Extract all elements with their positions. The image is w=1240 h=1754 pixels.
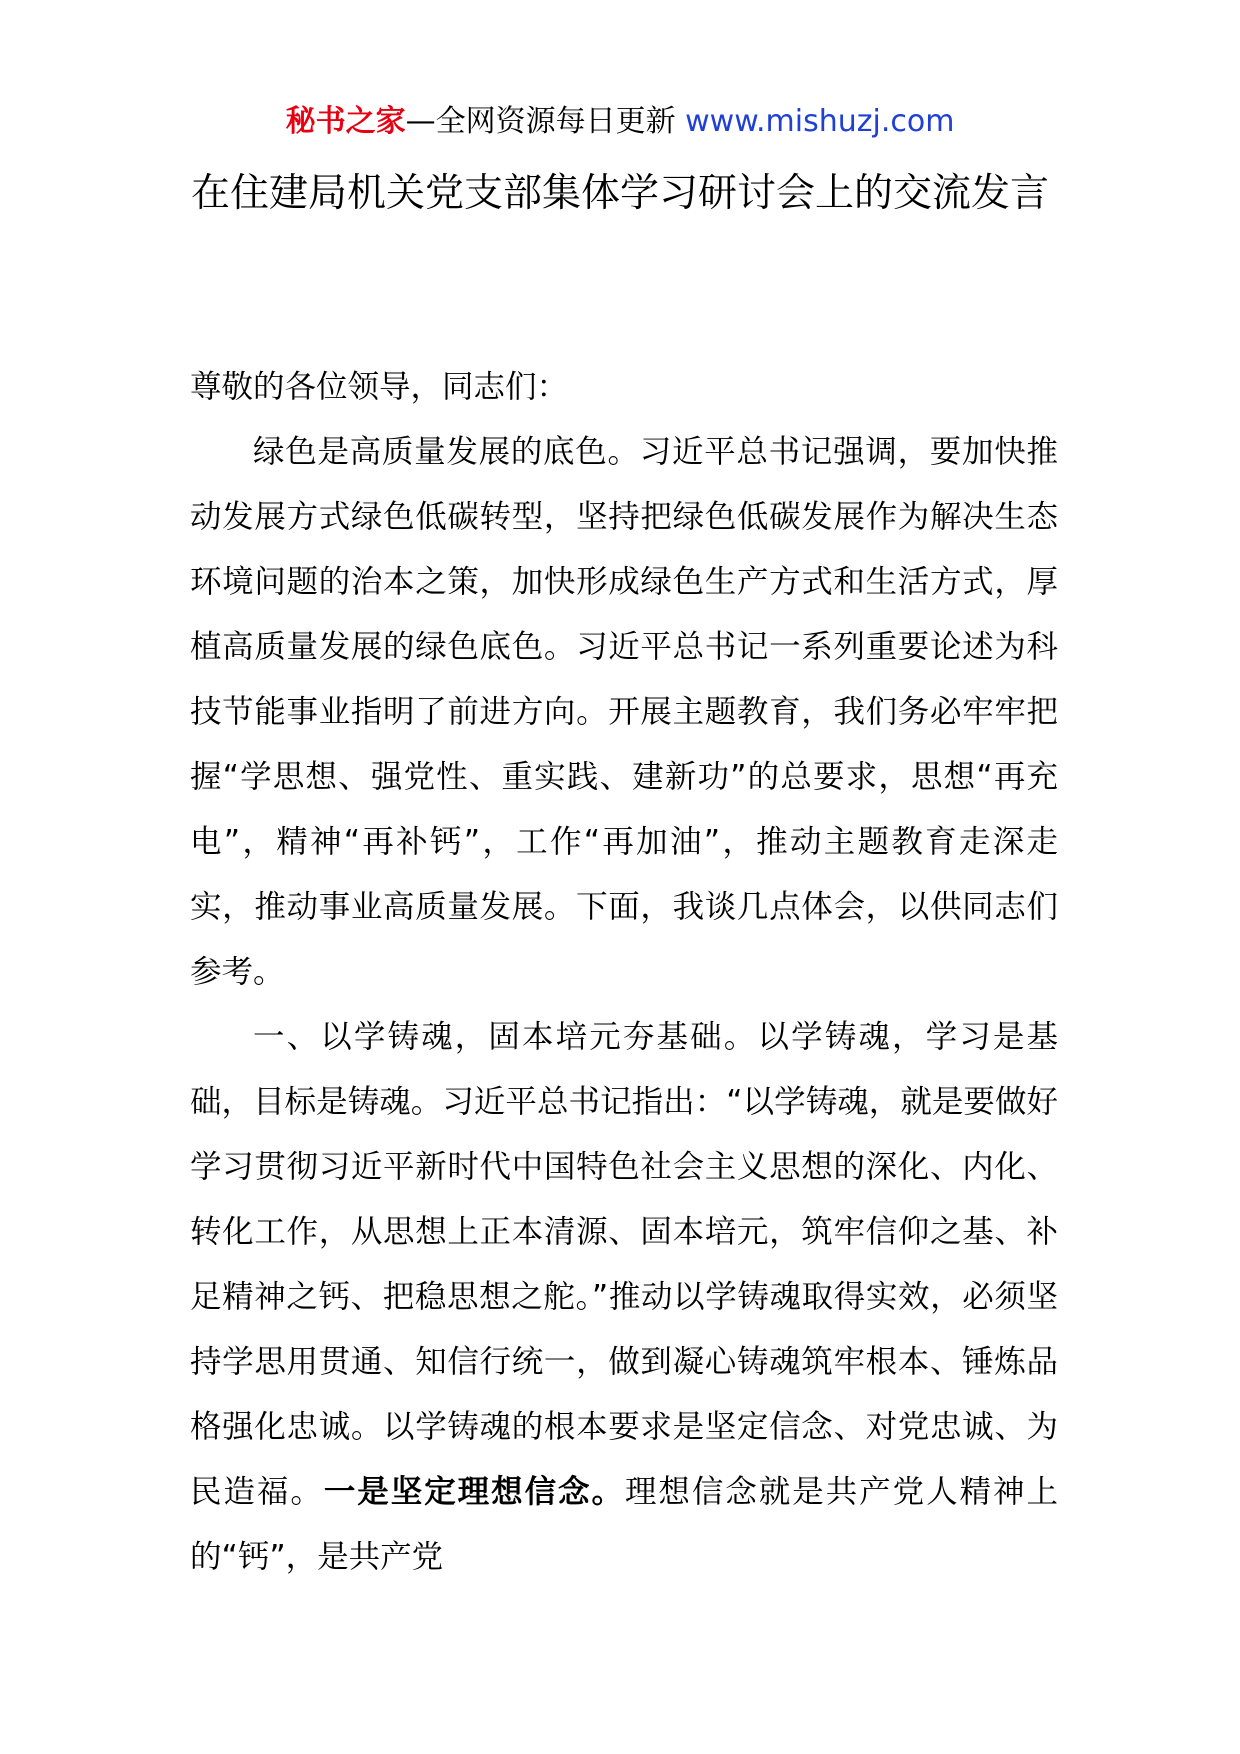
point-heading-bold: 一是坚定理想信念。 <box>323 1474 625 1510</box>
site-header <box>0 100 1240 144</box>
header-tagline: —全网资源每日更新 <box>405 104 686 139</box>
section-heading: 一、以学铸魂，固本培元夯基础。 <box>253 1019 758 1055</box>
document-title: 在住建局机关党支部集体学习研讨会上的交流发言 <box>190 171 1049 216</box>
paragraph-intro: 绿色是高质量发展的底色。习近平总书记强调，要加快推动发展方式绿色低碳转型，坚持把绿色低碳发展作为解决生态环境问题的治本之策，加快形成绿色生产方式和生活方式，厚植高质量发展的绿色底色。习近平总书记一系列重要论述为科技节能事业指明了前进方向。开展主题教育，我们务必牢牢把握“学思想、强党性、重实践、建新功”的总要求，思想“再充电”，精神“再补钙”，工作“再加油”，推动主题教育走深走实，推动事业高质量发展。下面，我谈几点体会，以供同志们参考。 <box>190 434 1058 990</box>
brand-name: 秘书之家 <box>285 104 406 139</box>
document-body <box>190 355 1058 1590</box>
site-url-link[interactable]: www.mishuzj.com <box>685 104 955 139</box>
section-text: 以学铸魂，学习是基础，目标是铸魂。习近平总书记指出：“以学铸魂，就是要做好学习贯彻习近平新时代中国特色社会主义思想的深化、内化、转化工作，从思想上正本清源、固本培元，筑牢信仰之基、补足精神之钙、把稳思想之舵。”推动以学铸魂取得实效，必须坚持学思用贯通、知信行统一，做到凝心铸魂筑牢根本、锤炼品格强化忠诚。以学铸魂的根本要求是坚定信念、对党忠诚、为民造福。 <box>190 1019 1058 1510</box>
paragraph-section-one <box>190 1005 1058 1590</box>
point-text: 理想信念就是共产党人精神上的“钙”，是共产党 <box>190 1474 1058 1575</box>
salutation: 尊敬的各位领导，同志们： <box>190 369 569 405</box>
